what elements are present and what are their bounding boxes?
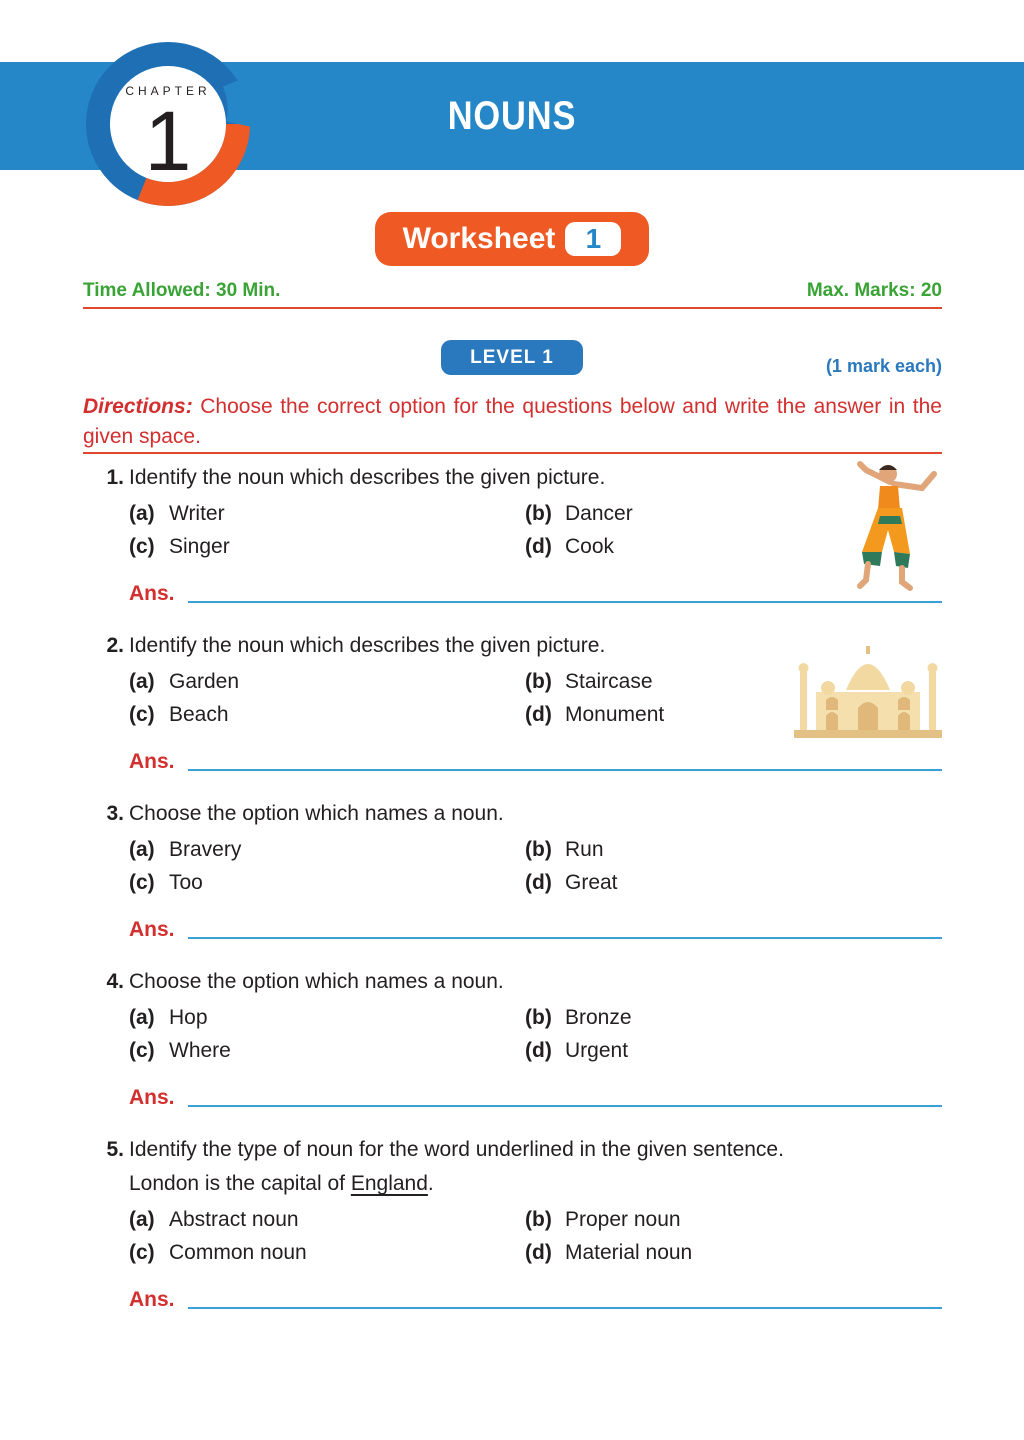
option-d[interactable]: (d) Material noun bbox=[525, 1241, 693, 1264]
question-number: 1. bbox=[106, 466, 124, 489]
question-5 bbox=[83, 1138, 942, 1318]
chapter-number: 1 bbox=[144, 94, 192, 188]
answer-label: Ans. bbox=[129, 750, 175, 773]
option-a[interactable]: (a) Garden bbox=[129, 670, 240, 693]
worksheet-number: 1 bbox=[565, 222, 621, 256]
answer-line[interactable] bbox=[188, 769, 942, 771]
answer-label: Ans. bbox=[129, 582, 175, 605]
option-a[interactable]: (a) Bravery bbox=[129, 838, 242, 861]
option-c[interactable]: (c) Common noun bbox=[129, 1241, 307, 1264]
directions bbox=[83, 392, 942, 452]
answer-label: Ans. bbox=[129, 1288, 175, 1311]
question-text: Identify the noun which describes the given picture. bbox=[129, 466, 606, 489]
question-number: 5. bbox=[106, 1138, 124, 1161]
answer-line[interactable] bbox=[188, 1307, 942, 1309]
option-c[interactable]: (c) Where bbox=[129, 1039, 231, 1062]
option-b[interactable]: (b) Bronze bbox=[525, 1006, 632, 1029]
question-1 bbox=[83, 466, 942, 612]
option-d[interactable]: (d) Monument bbox=[525, 703, 665, 726]
divider bbox=[83, 307, 942, 309]
question-number: 3. bbox=[106, 802, 124, 825]
option-b[interactable]: (b) Run bbox=[525, 838, 604, 861]
worksheet-label: Worksheet bbox=[402, 222, 556, 255]
option-b[interactable]: (b) Proper noun bbox=[525, 1208, 681, 1231]
option-b[interactable]: (b) Staircase bbox=[525, 670, 653, 693]
question-number: 2. bbox=[106, 634, 124, 657]
taj-mahal-illustration-icon bbox=[794, 644, 942, 738]
chapter-label: CHAPTER bbox=[125, 84, 211, 98]
directions-text: Choose the correct option for the questions below and write the answer in the given space. bbox=[83, 395, 942, 448]
option-a[interactable]: (a) Hop bbox=[129, 1006, 208, 1029]
divider bbox=[83, 452, 942, 454]
option-c[interactable]: (c) Singer bbox=[129, 535, 230, 558]
dancer-illustration-icon bbox=[838, 460, 944, 592]
question-sentence: London is the capital of England. bbox=[129, 1172, 434, 1195]
question-number: 4. bbox=[106, 970, 124, 993]
directions-label: Directions: bbox=[83, 395, 193, 418]
answer-label: Ans. bbox=[129, 918, 175, 941]
option-c[interactable]: (c) Beach bbox=[129, 703, 229, 726]
time-allowed: Time Allowed: 30 Min. bbox=[83, 280, 281, 301]
marks-note: (1 mark each) bbox=[825, 356, 942, 376]
worksheet-badge bbox=[375, 212, 649, 266]
answer-label: Ans. bbox=[129, 1086, 175, 1109]
option-c[interactable]: (c) Too bbox=[129, 871, 203, 894]
answer-line[interactable] bbox=[188, 601, 942, 603]
question-text: Choose the option which names a noun. bbox=[129, 970, 504, 993]
level-badge: LEVEL 1 bbox=[441, 340, 583, 375]
option-a[interactable]: (a) Abstract noun bbox=[129, 1208, 299, 1231]
question-3 bbox=[83, 802, 942, 948]
option-b[interactable]: (b) Dancer bbox=[525, 502, 633, 525]
option-d[interactable]: (d) Urgent bbox=[525, 1039, 629, 1062]
question-4 bbox=[83, 970, 942, 1116]
option-d[interactable]: (d) Great bbox=[525, 871, 618, 894]
underlined-word: England bbox=[350, 1172, 428, 1195]
page-title: NOUNS bbox=[447, 94, 577, 138]
max-marks: Max. Marks: 20 bbox=[806, 280, 942, 301]
question-text: Identify the noun which describes the given picture. bbox=[129, 634, 606, 657]
question-text: Choose the option which names a noun. bbox=[129, 802, 504, 825]
option-a[interactable]: (a) Writer bbox=[129, 502, 225, 525]
option-d[interactable]: (d) Cook bbox=[525, 535, 615, 558]
answer-line[interactable] bbox=[188, 1105, 942, 1107]
answer-line[interactable] bbox=[188, 937, 942, 939]
question-text: Identify the type of noun for the word underlined in the given sentence. bbox=[129, 1138, 784, 1161]
